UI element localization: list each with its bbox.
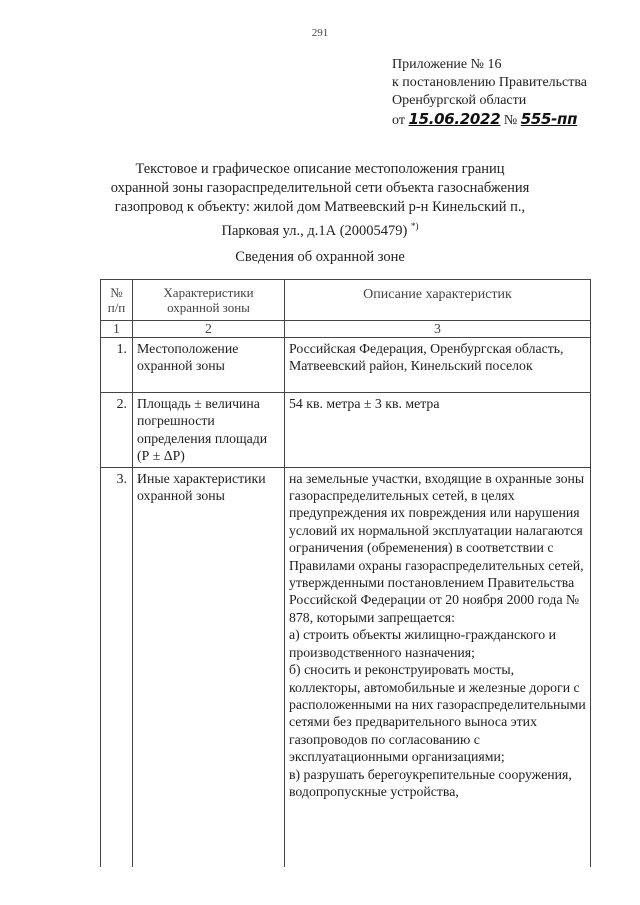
description-content [289, 470, 586, 865]
table-row [101, 338, 591, 393]
row-num: 2. [101, 393, 133, 468]
row-num: 1. [101, 338, 133, 393]
title-line-1: Текстовое и графическое описание местоположения границ [135, 161, 505, 177]
handwritten-number: 555-пп [520, 110, 578, 128]
row-description: Российская Федерация, Оренбургская область, Матвеевский район, Кинельский поселок [285, 338, 591, 393]
appendix-line-2: к постановлению Правительства [392, 75, 588, 90]
zone-info-table [100, 279, 591, 867]
index-cell-1: 1 [101, 321, 133, 338]
title-line-4 [60, 217, 580, 241]
header-characteristics: Характеристики охранной зоны [133, 280, 285, 321]
row-description [285, 467, 591, 867]
row-characteristic: Местоположение охранной зоны [133, 338, 285, 393]
restriction-item-c: в) разрушать берегоукрепительные сооружения, водопропускные устройства, [289, 766, 572, 799]
appendix-number-label: № [503, 113, 518, 128]
restriction-item-b: б) сносить и реконструировать мосты, коллекторы, автомобильные и железные дороги с расположенными на них газораспределительными сетями без предварительного выноса этих газопроводов по согласованию с эксплуатационными организациями; [289, 662, 586, 765]
row-characteristic: Площадь ± величина погрешности определения площади (Р ± ΔР) [133, 393, 285, 468]
restriction-intro: на земельные участки, входящие в охранные зоны газораспределительных сетей, в целях предупреждения их повреждения или нарушения условий их нормальной эксплуатации налагаются ограничения (обременения) в соответствии с Правилами охраны газораспределительных сетей, утвержденными постановлением Правительства Российской Федерации от 20 ноября 2000 года № 878, которыми запрещается: [289, 470, 585, 625]
header-description: Описание характеристик [285, 280, 591, 321]
table-row [101, 467, 591, 867]
row-characteristic: Иные характеристики охранной зоны [133, 467, 285, 867]
table-header-row [101, 280, 591, 321]
footnote-mark: *) [410, 221, 419, 231]
appendix-line-3: Оренбургской области [392, 93, 527, 108]
restriction-item-a: а) строить объекты жилищно-гражданского и производственного назначения; [289, 627, 557, 660]
appendix-block [392, 56, 587, 130]
appendix-line-4 [392, 110, 587, 130]
row-num: 3. [101, 467, 133, 867]
index-cell-2: 2 [133, 321, 285, 338]
row-description: 54 кв. метра ± 3 кв. метра [285, 393, 591, 468]
title-line-3: газопровод к объекту: жилой дом Матвеевский р-н Кинельский п., [114, 199, 526, 215]
handwritten-date: 15.06.2022 [408, 110, 501, 128]
title-line-4-text: Парковая ул., д.1А (20005479) [221, 222, 408, 239]
table-row [101, 393, 591, 468]
page-number: 291 [311, 27, 329, 39]
appendix-line-1: Приложение № 16 [392, 57, 502, 72]
section-subtitle: Сведения об охранной зоне [235, 249, 405, 265]
header-num: № п/п [101, 280, 133, 321]
document-title [60, 160, 580, 241]
table-index-row [101, 321, 591, 338]
appendix-from-label: от [392, 113, 405, 128]
index-cell-3: 3 [285, 321, 591, 338]
title-line-2: охранной зоны газораспределительной сети объекта газоснабжения [110, 180, 530, 196]
